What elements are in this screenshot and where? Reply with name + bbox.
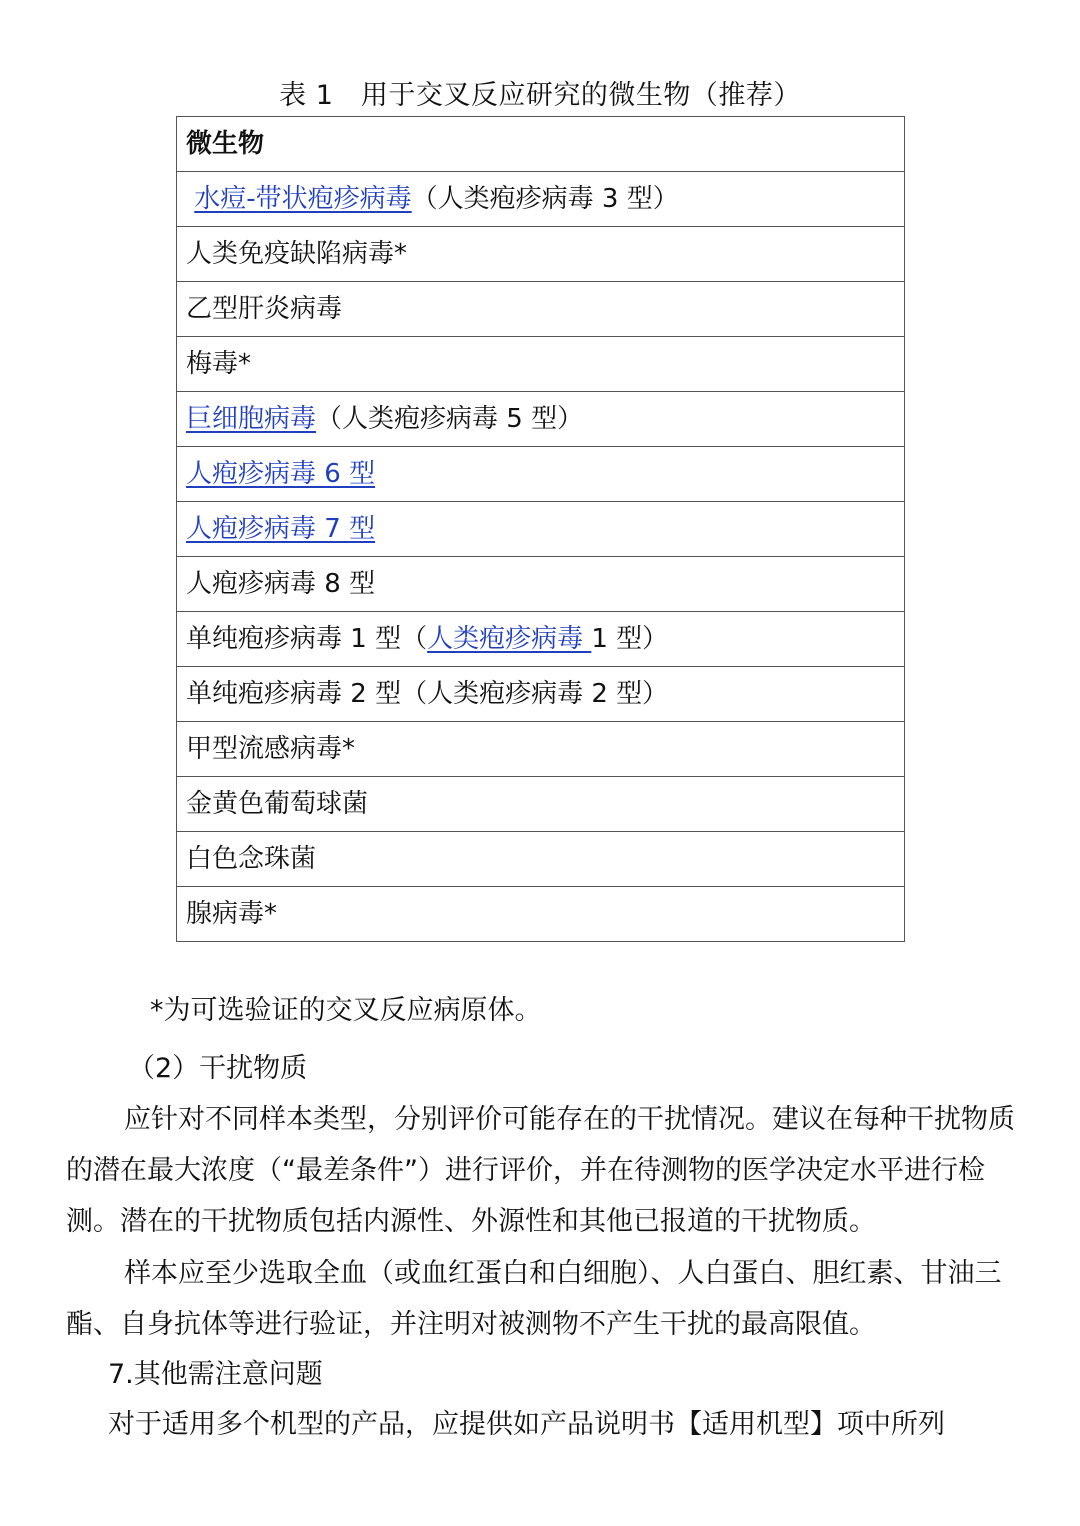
table-row	[177, 667, 905, 722]
microorganism-link[interactable]: 人疱疹病毒 7 型	[186, 514, 376, 544]
paragraph-text: 样本应至少选取全血（或血红蛋白和白细胞）、人白蛋白、胆红素、甘油三酯、自身抗体等进行验证，并注明对被测物不产生干扰的最高限值。	[66, 1258, 1002, 1340]
table-row	[177, 557, 905, 612]
cell-text: 1 型）	[591, 624, 669, 654]
cell-text: （人类疱疹病毒 3 型）	[411, 184, 679, 214]
table-cell: 梅毒*	[177, 337, 905, 392]
cell-text: 单纯疱疹病毒 1 型（	[186, 624, 428, 654]
table-cell	[177, 447, 905, 502]
table-row	[177, 722, 905, 777]
table-caption: 表 1 用于交叉反应研究的微生物（推荐）	[279, 80, 801, 111]
table-cell	[177, 612, 905, 667]
table-cell: 人类免疫缺陷病毒*	[177, 227, 905, 282]
table-row	[177, 502, 905, 557]
table-cell	[177, 392, 905, 447]
table-row	[177, 447, 905, 502]
table-cell: 甲型流感病毒*	[177, 722, 905, 777]
table-row	[177, 392, 905, 447]
table-cell: 白色念珠菌	[177, 832, 905, 887]
table-header-row	[177, 117, 905, 172]
microorganism-link[interactable]: 人类疱疹病毒	[427, 624, 592, 654]
table-cell: 腺病毒*	[177, 887, 905, 942]
table-row	[177, 172, 905, 227]
table-cell: 单纯疱疹病毒 2 型（人类疱疹病毒 2 型）	[177, 667, 905, 722]
cell-text: （人类疱疹病毒 5 型）	[316, 404, 584, 434]
table-footnote: *为可选验证的交叉反应病原体。	[150, 995, 542, 1026]
table-row	[177, 227, 905, 282]
paragraph	[66, 1094, 1026, 1247]
paragraph	[66, 1248, 1026, 1350]
section-heading: 7.其他需注意问题	[108, 1359, 323, 1390]
table-row	[177, 282, 905, 337]
microorganism-link[interactable]: 水痘-带状疱疹病毒	[194, 184, 412, 214]
table-header-cell: 微生物	[177, 117, 905, 172]
section-heading: （2）干扰物质	[128, 1053, 308, 1084]
table-cell	[177, 502, 905, 557]
table-row	[177, 777, 905, 832]
table-cell: 乙型肝炎病毒	[177, 282, 905, 337]
microorganism-link[interactable]: 巨细胞病毒	[186, 404, 317, 434]
table-row	[177, 337, 905, 392]
paragraph-text: 应针对不同样本类型，分别评价可能存在的干扰情况。建议在每种干扰物质的潜在最大浓度（“最差条件”）进行评价，并在待测物的医学决定水平进行检测。潜在的干扰物质包括内源性、外源性和其他已报道的干扰物质。	[66, 1104, 1015, 1237]
table-cell	[177, 172, 905, 227]
table-cell: 人疱疹病毒 8 型	[177, 557, 905, 612]
microorganism-table	[176, 116, 905, 942]
table-row	[177, 832, 905, 887]
microorganism-link[interactable]: 人疱疹病毒 6 型	[186, 459, 376, 489]
table-row	[177, 612, 905, 667]
table-cell: 金黄色葡萄球菌	[177, 777, 905, 832]
table-row	[177, 887, 905, 942]
paragraph: 对于适用多个机型的产品，应提供如产品说明书【适用机型】项中所列	[108, 1409, 945, 1440]
